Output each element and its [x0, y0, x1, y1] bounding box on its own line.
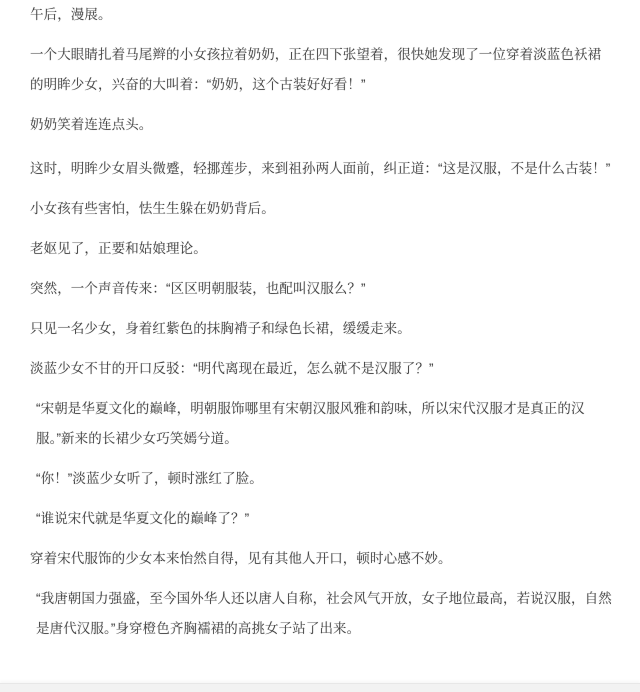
paragraph: “我唐朝国力强盛，至今国外华人还以唐人自称，社会风气开放，女子地位最高，若说汉服，自然是唐代汉服。”身穿橙色齐胸襦裙的高挑女子站了出来。: [36, 591, 612, 636]
paragraph: 这时，明眸少女眉头微蹙，轻挪莲步，来到祖孙两人面前，纠正道：“这是汉服，不是什么古装！”: [30, 161, 611, 176]
paragraph: 小女孩有些害怕，怯生生躲在奶奶背后。: [30, 201, 275, 216]
paragraph: 一个大眼睛扎着马尾辫的小女孩拉着奶奶，正在四下张望着，很快她发现了一位穿着淡蓝色袄裙的明眸少女，兴奋的大叫着：“奶奶，这个古装好好看！”: [30, 47, 602, 92]
paragraph: “你！”淡蓝少女听了，顿时涨红了脸。: [36, 471, 263, 486]
paragraph: 老妪见了，正要和姑娘理论。: [30, 241, 207, 256]
paragraph: 午后，漫展。: [30, 7, 112, 22]
paragraph: 淡蓝少女不甘的开口反驳：“明代离现在最近，怎么就不是汉服了？”: [30, 361, 434, 376]
bottom-divider: [0, 683, 640, 692]
paragraph: 奶奶笑着连连点头。: [30, 117, 153, 132]
paragraph: “谁说宋代就是华夏文化的巅峰了？”: [36, 511, 250, 526]
paragraph: “宋朝是华夏文化的巅峰，明朝服饰哪里有宋朝汉服风雅和韵味，所以宋代汉服才是真正的汉服。”新来的长裙少女巧笑嫣兮道。: [36, 401, 585, 446]
paragraph: 突然，一个声音传来：“区区明朝服装，也配叫汉服么？”: [30, 281, 366, 296]
paragraph: 穿着宋代服饰的少女本来怡然自得，见有其他人开口，顿时心感不妙。: [30, 551, 452, 566]
paragraph: 只见一名少女，身着红紫色的抹胸褙子和绿色长裙，缓缓走来。: [30, 321, 411, 336]
